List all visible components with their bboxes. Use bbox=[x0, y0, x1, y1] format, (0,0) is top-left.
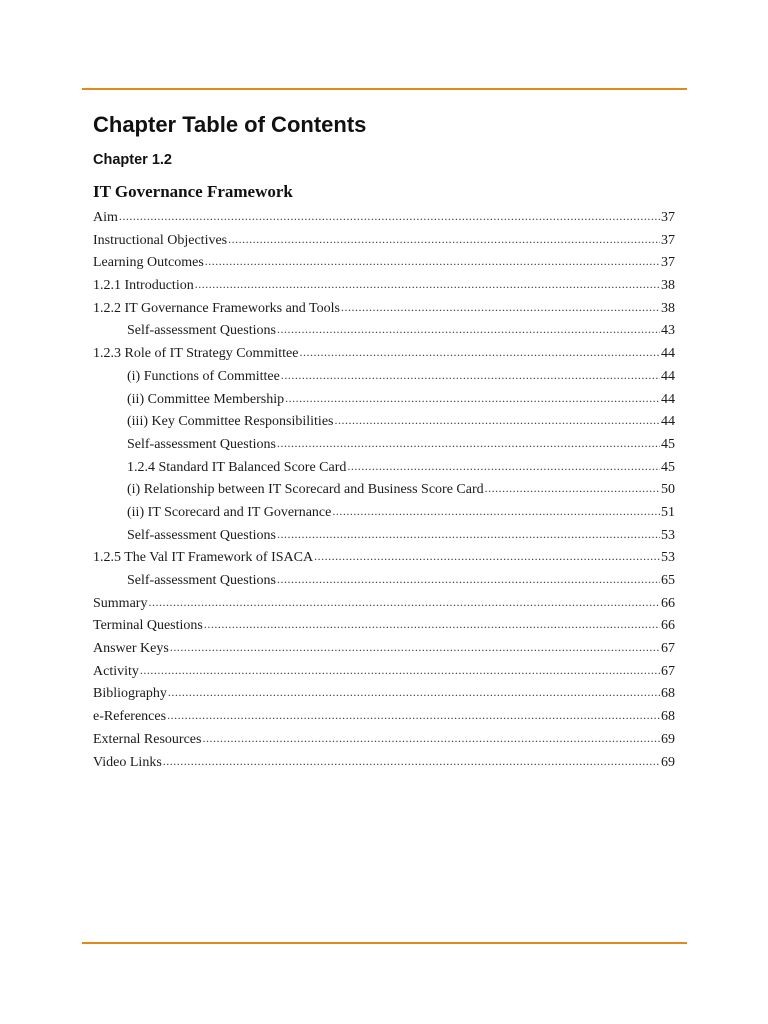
toc-entry[interactable] bbox=[93, 546, 675, 569]
toc-entry-label: e-References bbox=[93, 709, 167, 725]
toc-entry[interactable] bbox=[93, 410, 675, 433]
toc-entry-page-number: 43 bbox=[661, 323, 675, 339]
toc-entry-page-number: 68 bbox=[661, 709, 675, 725]
toc-entry-page-number: 50 bbox=[661, 482, 675, 498]
dot-leader bbox=[285, 388, 660, 410]
toc-entry-label: Instructional Objectives bbox=[93, 232, 228, 248]
chapter-number: Chapter 1.2 bbox=[93, 152, 172, 168]
toc-entry-label: Self-assessment Questions bbox=[127, 573, 276, 588]
toc-entry[interactable] bbox=[93, 705, 675, 728]
dot-leader bbox=[334, 410, 660, 432]
dot-leader bbox=[277, 433, 660, 455]
toc-entry-page-number: 44 bbox=[661, 346, 675, 362]
toc-entry-page-number: 44 bbox=[661, 391, 675, 407]
table-of-contents bbox=[93, 206, 675, 773]
toc-entry[interactable] bbox=[93, 365, 675, 388]
top-rule bbox=[82, 88, 687, 90]
dot-leader bbox=[168, 682, 660, 704]
toc-entry-page-number: 45 bbox=[661, 459, 675, 475]
toc-entry-page-number: 44 bbox=[661, 368, 675, 384]
toc-entry-page-number: 67 bbox=[661, 663, 675, 679]
toc-entry[interactable] bbox=[93, 251, 675, 274]
toc-entry-label: (i) Functions of Committee bbox=[127, 368, 280, 384]
dot-leader bbox=[119, 206, 660, 228]
toc-entry-page-number: 69 bbox=[661, 754, 675, 770]
toc-entry[interactable] bbox=[93, 342, 675, 365]
dot-leader bbox=[205, 251, 660, 273]
toc-entry[interactable] bbox=[93, 297, 675, 320]
toc-entry[interactable] bbox=[93, 229, 675, 252]
toc-entry-page-number: 53 bbox=[661, 550, 675, 566]
toc-entry-label: Self-assessment Questions bbox=[127, 436, 276, 452]
dot-leader bbox=[148, 592, 660, 614]
toc-entry-label: (iii) Key Committee Responsibilities bbox=[127, 414, 334, 430]
toc-entry[interactable] bbox=[93, 319, 675, 342]
toc-entry-label: 1.2.4 Standard IT Balanced Score Card bbox=[127, 459, 347, 475]
toc-entry-page-number: 38 bbox=[661, 300, 675, 316]
toc-entry-page-number: 53 bbox=[661, 527, 675, 543]
toc-entry[interactable] bbox=[93, 388, 675, 411]
toc-entry-label: Self-assessment Questions bbox=[127, 323, 276, 339]
toc-entry-page-number: 69 bbox=[661, 731, 675, 747]
toc-entry-label: Learning Outcomes bbox=[93, 255, 204, 271]
toc-entry-label: Activity bbox=[93, 663, 139, 679]
toc-entry[interactable] bbox=[93, 660, 675, 683]
toc-entry-label: 1.2.1 Introduction bbox=[93, 278, 194, 294]
toc-entry-page-number: 37 bbox=[661, 232, 675, 248]
dot-leader bbox=[277, 569, 660, 591]
dot-leader bbox=[299, 342, 660, 364]
toc-entry-label: Answer Keys bbox=[93, 641, 169, 657]
dot-leader bbox=[140, 660, 660, 682]
toc-entry-label: External Resources bbox=[93, 731, 202, 747]
chapter-name: IT Governance Framework bbox=[93, 182, 293, 201]
toc-entry[interactable] bbox=[93, 433, 675, 456]
toc-entry[interactable] bbox=[93, 206, 675, 229]
toc-entry-page-number: 44 bbox=[661, 414, 675, 430]
dot-leader bbox=[228, 229, 660, 251]
toc-entry-label: Bibliography bbox=[93, 686, 167, 702]
toc-entry-page-number: 37 bbox=[661, 255, 675, 271]
toc-entry-page-number: 67 bbox=[661, 641, 675, 657]
dot-leader bbox=[277, 524, 660, 546]
dot-leader bbox=[202, 728, 660, 750]
toc-entry-page-number: 66 bbox=[661, 618, 675, 634]
toc-entry-label: (ii) Committee Membership bbox=[127, 391, 285, 407]
toc-entry-label: Terminal Questions bbox=[93, 618, 203, 634]
toc-entry[interactable] bbox=[93, 501, 675, 524]
toc-entry-label: Self-assessment Questions bbox=[127, 527, 276, 543]
toc-entry[interactable] bbox=[93, 751, 675, 774]
toc-entry-label: Summary bbox=[93, 595, 148, 611]
toc-entry-label: Video Links bbox=[93, 754, 162, 770]
toc-entry[interactable] bbox=[93, 524, 675, 547]
toc-entry-label: 1.2.5 The Val IT Framework of ISACA bbox=[93, 550, 314, 566]
toc-entry-label: (i) Relationship between IT Scorecard and Business Score Card bbox=[127, 482, 484, 498]
dot-leader bbox=[195, 274, 660, 296]
toc-entry-label: 1.2.3 Role of IT Strategy Committee bbox=[93, 346, 299, 362]
toc-entry[interactable] bbox=[93, 478, 675, 501]
dot-leader bbox=[204, 614, 660, 636]
toc-entry-page-number: 66 bbox=[661, 595, 675, 611]
toc-entry-page-number: 68 bbox=[661, 686, 675, 702]
toc-entry[interactable] bbox=[93, 614, 675, 637]
dot-leader bbox=[277, 319, 660, 341]
toc-entry[interactable] bbox=[93, 456, 675, 479]
dot-leader bbox=[281, 365, 660, 387]
toc-entry-page-number: 37 bbox=[661, 210, 675, 225]
dot-leader bbox=[485, 478, 660, 500]
toc-entry[interactable] bbox=[93, 682, 675, 705]
toc-entry-page-number: 45 bbox=[661, 436, 675, 452]
toc-entry[interactable] bbox=[93, 637, 675, 660]
dot-leader bbox=[163, 751, 660, 773]
dot-leader bbox=[347, 456, 660, 478]
dot-leader bbox=[314, 546, 660, 568]
toc-entry-label: (ii) IT Scorecard and IT Governance bbox=[127, 504, 332, 520]
toc-entry[interactable] bbox=[93, 728, 675, 751]
bottom-rule bbox=[82, 942, 687, 944]
toc-entry-label: Aim bbox=[93, 210, 118, 225]
dot-leader bbox=[332, 501, 660, 523]
toc-entry-label: 1.2.2 IT Governance Frameworks and Tools bbox=[93, 300, 340, 316]
toc-entry[interactable] bbox=[93, 592, 675, 615]
toc-entry-page-number: 51 bbox=[661, 504, 675, 520]
dot-leader bbox=[170, 637, 660, 659]
page-title: Chapter Table of Contents bbox=[93, 112, 367, 137]
toc-entry[interactable] bbox=[93, 569, 675, 592]
toc-entry[interactable] bbox=[93, 274, 675, 297]
dot-leader bbox=[167, 705, 660, 727]
toc-entry-page-number: 65 bbox=[661, 573, 675, 588]
dot-leader bbox=[341, 297, 660, 319]
toc-entry-page-number: 38 bbox=[661, 278, 675, 294]
